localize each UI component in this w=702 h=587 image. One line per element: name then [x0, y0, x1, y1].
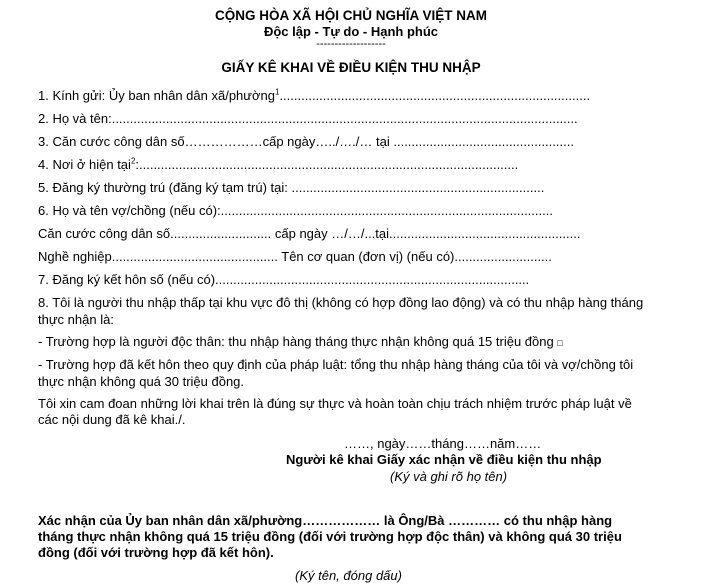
spouse-name-line: 6. Họ và tên vợ/chồng (nếu có):............................................................................................ [38, 203, 553, 218]
residence-line [38, 157, 518, 172]
header-separator: ------------------- [316, 38, 386, 50]
stamp-note: (Ký tên, đóng dấu) [295, 568, 402, 583]
id-card-line: 3. Căn cước công dân số………………cấp ngày…../…./… tại .................................................. [38, 134, 574, 149]
married-case-line2: thực nhận không quá 30 triệu đồng. [38, 374, 245, 389]
confirmation-line1: Xác nhận của Ủy ban nhân dân xã/phường……………… là Ông/Bà ………… có thu nhập hàng [38, 513, 613, 528]
recipient-dots: ...................................................................................... [279, 88, 591, 103]
pledge-line2: các nội dung đã kê khai./. [38, 412, 186, 427]
document-title: GIẤY KÊ KHAI VỀ ĐIỀU KIỆN THU NHẬP [221, 60, 481, 75]
occupation-line: Nghề nghiệp.............................................. Tên cơ quan (đơn vị) (nếu có)........................... [38, 249, 552, 264]
married-case-line1: - Trường hợp đã kết hôn theo quy định của pháp luật: tổng thu nhập hàng tháng của tôi và vợ/chồng tôi [38, 357, 634, 372]
motto: Độc lập - Tự do - Hạnh phúc [263, 24, 439, 39]
income-statement-line2: thực nhận là: [38, 312, 114, 327]
signature-note: (Ký và ghi rõ họ tên) [390, 469, 508, 484]
confirmation-line2: tháng thực nhận không quá 15 triệu đồng (đối với trường hợp độc thân) và không quá 30 triệu [38, 529, 622, 544]
pledge-line1: Tôi xin cam đoan những lời khai trên là đúng sự thực và hoàn toàn chịu trách nhiệm trước pháp luật về [38, 396, 632, 411]
footnote-2: 2 [130, 156, 136, 166]
residence-dots: :......................................................................................................... [135, 157, 519, 172]
full-name-line: 2. Họ và tên:................................................................................................................................. [38, 111, 578, 126]
residence-label: 4. Nơi ở hiện tại [38, 157, 131, 172]
signature-role: Người kê khai Giấy xác nhận về điều kiện thu nhập [286, 452, 602, 467]
single-case-text: - Trường hợp là người độc thân: thu nhập hàng tháng thực nhận không quá 15 triệu đồng [38, 334, 554, 349]
income-statement-line1: 8. Tôi là người thu nhập thấp tại khu vực đô thị (không có hợp đồng lao động) và có thu nhập hàng tháng [38, 295, 644, 310]
recipient-label: 1. Kính gửi: Ủy ban nhân dân xã/phường [38, 88, 275, 103]
footnote-1: 1 [274, 87, 280, 97]
registration-line: 5. Đăng ký thường trú (đăng ký tạm trú) tại: ...................................................................... [38, 180, 545, 195]
single-case-line [38, 334, 563, 349]
confirmation-line3: đồng (đối với trường hợp đã kết hôn). [38, 545, 274, 560]
checkbox-icon[interactable]: □ [557, 338, 563, 348]
spouse-id-line: Căn cước công dân số............................ cấp ngày …/…/...tại..................................................... [38, 226, 581, 241]
recipient-line [38, 88, 590, 103]
marriage-line: 7. Đăng ký kết hôn số (nếu có)....................................................................................... [38, 272, 530, 287]
signature-date: ……, ngày……tháng……năm…… [344, 436, 542, 451]
country-name: CỘNG HÒA XÃ HỘI CHỦ NGHĨA VIỆT NAM [214, 8, 487, 23]
